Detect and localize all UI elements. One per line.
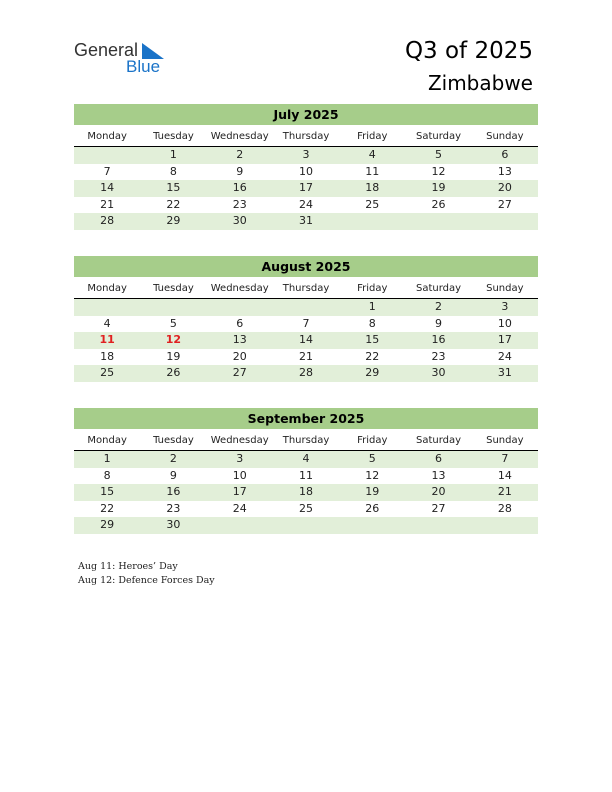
holiday-note: Aug 12: Defence Forces Day [78,574,215,586]
day-cell: 23 [166,501,181,515]
month-title: August 2025 [74,256,538,277]
weekday-header-row [74,129,538,147]
day-cell: 6 [501,148,509,161]
month-calendar-july [74,104,538,230]
day-cell: 9 [236,164,244,178]
week-row [74,332,538,349]
weekday-label: Saturday [416,435,462,446]
empty-day-cell [339,213,405,230]
day-cell: 6 [236,316,244,330]
week-row [74,365,538,382]
day-cell: 30 [166,518,181,531]
day-cell: 1 [103,452,111,465]
week-row [74,349,538,366]
day-cell: 14 [100,181,115,194]
page-title: Q3 of 2025 [404,38,533,64]
day-cell: 27 [497,197,512,211]
day-cell: 8 [368,316,376,330]
day-cell: 25 [100,366,115,379]
week-row [74,180,538,197]
day-cell: 12 [431,164,446,178]
day-cell: 3 [236,452,244,465]
weekday-label: Wednesday [210,435,269,446]
day-cell: 16 [232,181,247,194]
day-cell: 7 [103,164,111,178]
day-cell: 24 [298,197,313,211]
day-cell: 2 [435,300,443,313]
week-row [74,213,538,230]
day-cell: 16 [166,485,181,498]
logo-blue-text: Blue [126,57,161,76]
day-cell: 21 [100,197,115,211]
day-cell: 29 [100,518,115,531]
weekday-header-row [74,433,538,451]
empty-day-cell [74,147,140,164]
weekday-label: Thursday [282,283,330,294]
empty-day-cell [273,299,339,316]
empty-day-cell [339,517,405,534]
weekday-label: Sunday [486,131,524,142]
weeks-grid [74,451,538,534]
weekday-label: Friday [357,131,388,142]
week-row [74,468,538,485]
weekday-label: Monday [87,283,127,294]
day-cell: 4 [103,316,111,330]
day-cell: 5 [368,452,376,465]
day-cell: 21 [497,485,512,498]
day-cell: 17 [298,181,313,194]
day-cell: 8 [103,468,111,482]
day-cell: 25 [365,197,380,211]
empty-day-cell [472,213,538,230]
weekday-label: Monday [87,435,127,446]
day-cell: 14 [298,333,313,346]
week-row [74,517,538,534]
day-cell: 2 [236,148,244,161]
logo-general-text: General [74,40,139,60]
month-title: September 2025 [74,408,538,429]
logo [74,40,174,80]
day-cell: 10 [497,316,512,330]
week-row [74,299,538,316]
day-cell: 18 [100,349,115,363]
week-row [74,147,538,164]
day-cell: 18 [365,181,380,194]
day-cell: 7 [302,316,310,330]
weekday-label: Saturday [416,131,462,142]
day-cell: 30 [431,366,446,379]
day-cell: 23 [431,349,446,363]
day-cell: 19 [365,485,380,498]
day-cell: 22 [365,349,380,363]
day-cell: 28 [497,501,512,515]
day-cell: 27 [232,366,247,379]
day-cell: 30 [232,214,247,227]
day-cell: 4 [368,148,376,161]
weeks-grid [74,147,538,230]
empty-day-cell [140,299,206,316]
empty-day-cell [273,517,339,534]
weekday-header-row [74,281,538,299]
day-cell: 22 [100,501,115,515]
day-cell: 11 [365,164,380,178]
day-cell: 2 [169,452,177,465]
day-cell: 14 [497,468,512,482]
month-calendar-august [74,256,538,382]
day-cell: 20 [431,485,446,498]
month-calendar-september [74,408,538,534]
empty-day-cell [405,213,471,230]
empty-day-cell [207,517,273,534]
day-cell: 10 [298,164,313,178]
day-cell: 16 [431,333,446,346]
day-cell: 26 [365,501,380,515]
empty-day-cell [472,517,538,534]
day-cell: 9 [169,468,177,482]
day-cell: 25 [298,501,313,515]
day-cell: 8 [169,164,177,178]
week-row [74,501,538,518]
day-cell: 11 [99,333,115,346]
day-cell: 31 [298,214,313,227]
day-cell: 3 [302,148,310,161]
day-cell: 17 [497,333,512,346]
day-cell: 3 [501,300,509,313]
week-row [74,484,538,501]
day-cell: 19 [431,181,446,194]
day-cell: 5 [435,148,443,161]
day-cell: 13 [497,164,512,178]
weekday-label: Tuesday [153,435,194,446]
day-cell: 15 [365,333,380,346]
day-cell: 18 [298,485,313,498]
day-cell: 6 [435,452,443,465]
weekday-label: Wednesday [210,131,269,142]
empty-day-cell [74,299,140,316]
day-cell: 26 [431,197,446,211]
weekday-label: Sunday [486,283,524,294]
day-cell: 17 [232,485,247,498]
weekday-label: Tuesday [153,283,194,294]
day-cell: 26 [166,366,181,379]
day-cell: 20 [497,181,512,194]
day-cell: 12 [165,333,182,346]
day-cell: 1 [169,148,177,161]
day-cell: 5 [169,316,177,330]
day-cell: 11 [298,468,313,482]
day-cell: 12 [365,468,380,482]
day-cell: 1 [368,300,376,313]
day-cell: 10 [232,468,247,482]
month-title: July 2025 [74,104,538,125]
day-cell: 29 [365,366,380,379]
day-cell: 22 [166,197,181,211]
day-cell: 4 [302,452,310,465]
day-cell: 24 [497,349,512,363]
empty-day-cell [207,299,273,316]
weekday-label: Sunday [486,435,524,446]
day-cell: 9 [435,316,443,330]
week-row [74,197,538,214]
day-cell: 24 [232,501,247,515]
weekday-label: Friday [357,283,388,294]
day-cell: 19 [166,349,181,363]
day-cell: 29 [166,214,181,227]
weekday-label: Saturday [416,283,462,294]
week-row [74,451,538,468]
day-cell: 23 [232,197,247,211]
weekday-label: Tuesday [153,131,194,142]
weekday-label: Wednesday [210,283,269,294]
empty-day-cell [405,517,471,534]
weekday-label: Thursday [282,131,330,142]
day-cell: 31 [497,366,512,379]
day-cell: 27 [431,501,446,515]
day-cell: 15 [166,181,181,194]
weeks-grid [74,299,538,382]
day-cell: 13 [232,333,247,346]
weekday-label: Friday [357,435,388,446]
day-cell: 7 [501,452,509,465]
week-row [74,164,538,181]
day-cell: 21 [298,349,313,363]
holiday-note: Aug 11: Heroes’ Day [78,561,178,572]
weekday-label: Monday [87,131,127,142]
day-cell: 13 [431,468,446,482]
weekday-label: Thursday [282,435,330,446]
day-cell: 28 [100,214,115,227]
day-cell: 28 [298,366,313,379]
day-cell: 20 [232,349,247,363]
week-row [74,316,538,333]
country-name: Zimbabwe [427,71,533,95]
day-cell: 15 [100,485,115,498]
holiday-notes [78,560,215,587]
